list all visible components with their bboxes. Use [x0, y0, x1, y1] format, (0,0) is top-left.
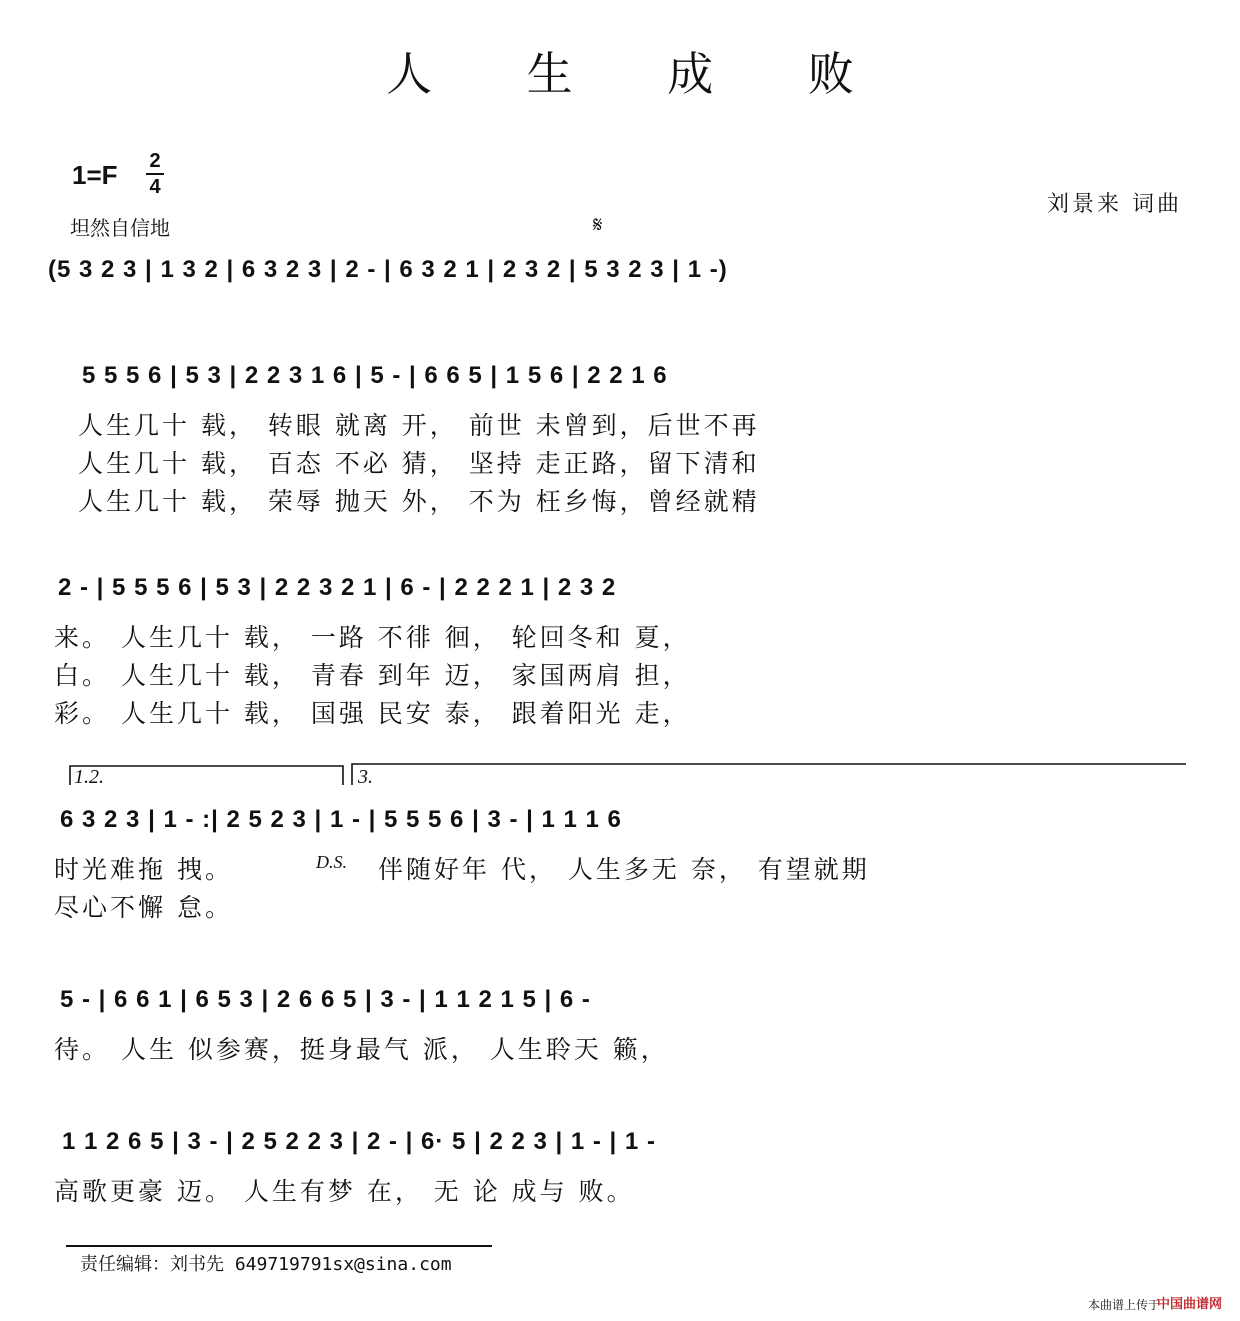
row-4-lyric-2: 尽心不懈 怠。	[54, 893, 233, 922]
row-2-lyric-3: 人生几十 载， 荣辱 抛天 外， 不为 枉乡悔，曾经就精	[78, 487, 760, 516]
row-4-lyric-third: 伴随好年 代， 人生多无 奈， 有望就期	[378, 855, 870, 884]
row-4-notes: 6 3 2 3 | 1 - :| 2 5 2 3 | 1 - | 5 5 5 6 | 3 - | 1 1 1 6	[60, 806, 622, 833]
composer-credit: 刘景来 词曲	[1047, 192, 1182, 217]
row-2-lyric-1: 人生几十 载， 转眼 就离 开， 前世 未曾到，后世不再	[78, 411, 760, 440]
row-5-notes: 5 - | 6 6 1 | 6 5 3 | 2 6 6 5 | 3 - | 1 1 2 1 5 | 6 -	[60, 986, 591, 1013]
song-title: 人 生 成 败	[386, 47, 894, 101]
row-2-notes: 5 5 5 6 | 5 3 | 2 2 3 1 6 | 5 - | 6 6 5 | 1 5 6 | 2 2 1 6	[82, 362, 668, 389]
row-3-notes: 2 - | 5 5 5 6 | 5 3 | 2 2 3 2 1 | 6 - | 2 2 2 1 | 2 3 2	[58, 574, 617, 601]
row-6-lyric-1: 高歌更豪 迈。 人生有梦 在， 无 论 成与 败。	[54, 1177, 635, 1206]
segno-icon: 𝄋	[593, 213, 603, 238]
time-bottom: 4	[149, 176, 161, 198]
editor-credit: 责任编辑：刘书先 649719791sx@sina.com	[80, 1254, 452, 1275]
row-5-lyric-1: 待。 人生 似参赛，挺身最气 派， 人生聆天 籁，	[54, 1035, 669, 1064]
volta-3: 3.	[358, 766, 373, 788]
row-3-lyric-2: 白。 人生几十 载， 青春 到年 迈， 家国两肩 担，	[54, 661, 691, 690]
time-top: 2	[149, 150, 161, 172]
tempo-marking: 坦然自信地	[70, 216, 170, 240]
row-6-notes: 1 1 2 6 5 | 3 - | 2 5 2 2 3 | 2 - | 6· 5 | 2 2 3 | 1 - | 1 -	[62, 1128, 656, 1155]
upload-note: 本曲谱上传于	[1087, 1298, 1160, 1312]
ds-marking: D.S.	[316, 852, 347, 872]
row-4-lyric-1: 时光难拖 拽。	[54, 855, 233, 884]
row-3-lyric-1: 来。 人生几十 载， 一路 不徘 徊， 轮回冬和 夏，	[54, 623, 691, 652]
row-1-notes: (5 3 2 3 | 1 3 2 | 6 3 2 3 | 2 - | 6 3 2 1 | 2 3 2 | 5 3 2 3 | 1 -)	[48, 256, 728, 283]
row-2-lyric-2: 人生几十 载， 百态 不必 猜， 坚持 走正路，留下清和	[78, 449, 760, 478]
key-signature: 1=F	[72, 160, 118, 190]
row-3-lyric-3: 彩。 人生几十 载， 国强 民安 泰， 跟着阳光 走，	[54, 699, 691, 728]
site-logo: 中国曲谱网	[1156, 1297, 1222, 1312]
volta-1-2: 1.2.	[74, 766, 104, 788]
